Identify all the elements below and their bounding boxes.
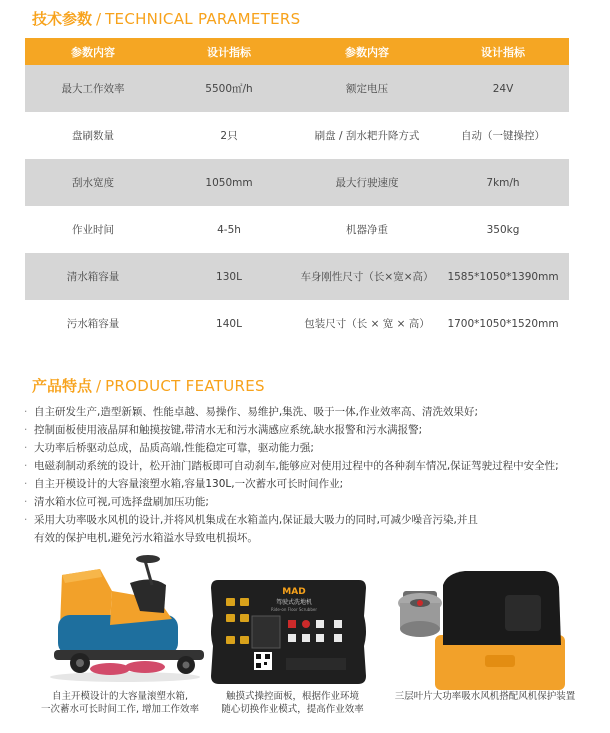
caption-line: 随心切换作业模式，提高作业效率	[221, 704, 364, 715]
table-cell: 350kg	[486, 223, 520, 236]
table-cell: 机器净重	[346, 224, 388, 236]
list-item	[24, 439, 584, 457]
scrubber-machine-image	[40, 555, 205, 685]
bullet: ·	[24, 442, 28, 454]
list-item	[24, 475, 584, 493]
caption-line: 三层叶片大功率吸水风机搭配风机保护装置	[394, 691, 576, 702]
tech-title-cn: 技术参数	[32, 10, 93, 28]
table-cell: 4-5h	[217, 223, 241, 236]
panel-model: 驾驶式洗地机	[275, 599, 313, 606]
table-cell: 刷盘 / 刮水耙升降方式	[314, 130, 420, 142]
table-row	[25, 65, 569, 112]
feature-text: 自主开模设计的大容量滚塑水箱,容量130L,一次蓄水可长时间作业;	[34, 478, 344, 490]
table-cell: 1585*1050*1390mm	[447, 270, 559, 283]
features-title-en: PRODUCT FEATURES	[105, 377, 265, 395]
table-cell: 刮水宽度	[72, 177, 114, 189]
list-item	[24, 403, 584, 421]
table-cell: 2只	[220, 130, 238, 142]
list-item	[24, 511, 584, 529]
table-cell: 1700*1050*1520mm	[447, 317, 559, 330]
feature-text: 清水箱水位可视,可选择盘刷加压功能;	[34, 496, 209, 508]
panel-tagline: Ride-on Floor Scrubber	[271, 607, 317, 612]
table-cell: 盘刷数量	[72, 130, 114, 142]
table-cell: 作业时间	[72, 224, 114, 236]
header-spec-2: 设计指标	[481, 45, 525, 59]
table-row	[25, 253, 569, 300]
features-title-cn: 产品特点	[32, 377, 93, 395]
list-item	[24, 493, 584, 511]
tech-params-title	[32, 8, 300, 29]
table-cell: 140L	[216, 317, 242, 330]
control-panel-image	[206, 576, 371, 688]
feature-text: 控制面板使用液晶屏和触摸按键,带清水无和污水满感应系统,缺水报警和污水满报警;	[34, 424, 423, 436]
table-cell: 24V	[492, 82, 514, 95]
table-cell: 最大工作效率	[61, 83, 125, 95]
table-cell: 7km/h	[486, 176, 520, 189]
table-cell: 清水箱容量	[66, 271, 120, 283]
caption-line: 触摸式操控面板，根据作业环境	[225, 691, 359, 702]
bullet: ·	[24, 496, 28, 508]
bullet: ·	[24, 424, 28, 436]
bullet: ·	[24, 514, 28, 526]
table-row	[25, 112, 569, 159]
feature-text: 电磁刹制动系统的设计，松开油门踏板即可自动刹车,能够应对使用过程中的各种刹车情况,保证驾驶过程中安全性;	[34, 460, 559, 472]
table-cell: 1050mm	[205, 176, 253, 189]
table-cell: 污水箱容量	[66, 318, 120, 330]
header-param-2: 参数内容	[345, 45, 389, 59]
features-title-separator: /	[96, 377, 102, 395]
suction-fan-image	[395, 565, 565, 690]
table-row	[25, 159, 569, 206]
feature-text: 大功率后桥驱动总成，品质高端,性能稳定可靠，驱动能力强;	[34, 442, 314, 454]
feature-text-continuation: 有效的保护电机,避免污水箱溢水导致电机损坏。	[34, 532, 258, 544]
tech-title-en: TECHNICAL PARAMETERS	[105, 10, 301, 28]
feature-list	[24, 403, 584, 547]
table-row	[25, 300, 569, 347]
bullet: ·	[24, 406, 28, 418]
panel-caption	[205, 690, 380, 716]
caption-line: 一次蓄水可长时间工作, 增加工作效率	[40, 704, 200, 715]
table-cell: 额定电压	[346, 83, 388, 95]
header-param-1: 参数内容	[71, 45, 115, 59]
bullet: ·	[24, 478, 28, 490]
machine-caption	[30, 690, 210, 716]
header-spec-1: 设计指标	[207, 45, 251, 59]
table-cell: 车身刚性尺寸（长×宽×高）	[300, 271, 434, 283]
feature-text: 采用大功率吸水风机的设计,并将风机集成在水箱盖内,保证最大吸力的同时,可减少噪音污染,并且	[34, 514, 478, 526]
caption-line: 自主开模设计的大容量滚塑水箱,	[51, 691, 189, 702]
tech-params-table	[25, 38, 569, 347]
product-features-title	[32, 375, 265, 396]
table-row	[25, 206, 569, 253]
list-item	[24, 457, 584, 475]
bullet: ·	[24, 460, 28, 472]
feature-text: 自主研发生产,造型新颖、性能卓越、易操作、易维护,集洗、吸于一体,作业效率高、清洗效果好;	[34, 406, 479, 418]
panel-brand: MAD	[282, 587, 306, 597]
table-cell: 包装尺寸（长 × 宽 × 高）	[304, 318, 430, 330]
table-cell: 5500㎡/h	[205, 83, 253, 95]
table-cell: 最大行驶速度	[335, 177, 399, 189]
list-item	[24, 421, 584, 439]
table-cell: 130L	[216, 270, 242, 283]
table-header-row	[25, 38, 569, 65]
fan-caption	[385, 690, 585, 703]
table-cell: 自动（一键操控）	[461, 130, 545, 142]
tech-title-separator: /	[96, 10, 102, 28]
